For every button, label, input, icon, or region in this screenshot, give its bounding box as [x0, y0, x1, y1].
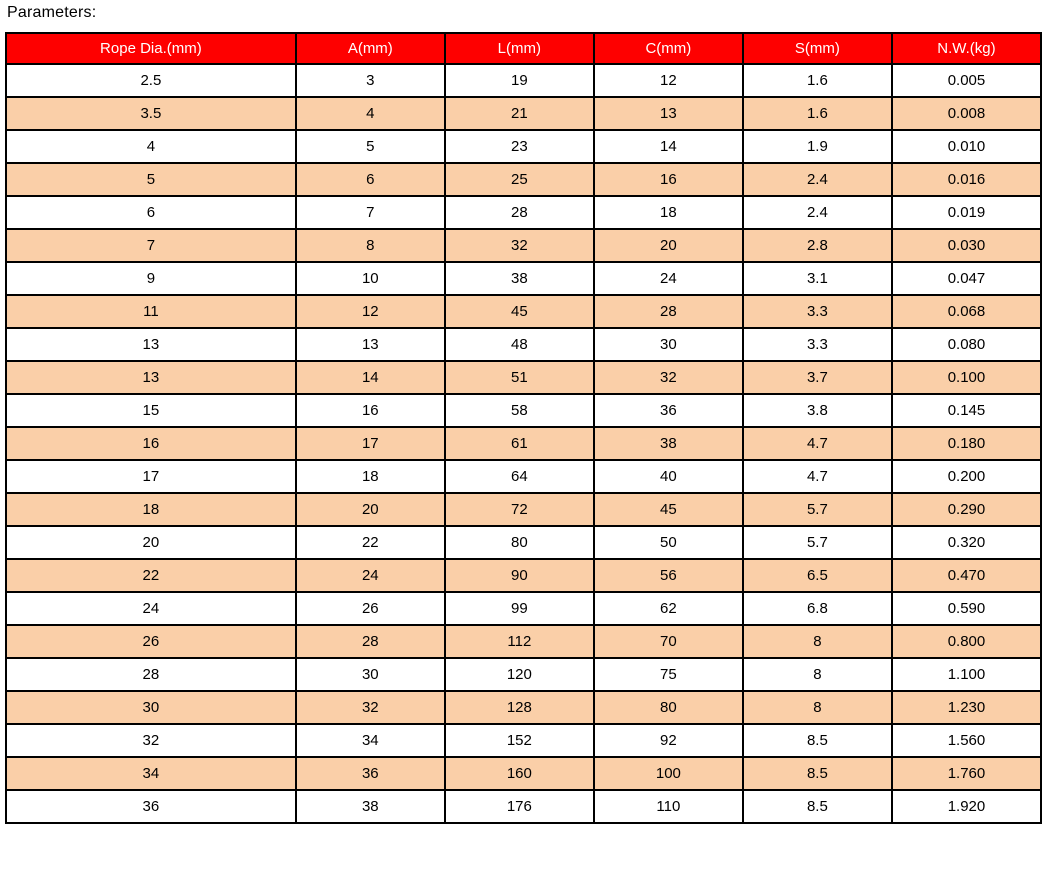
table-cell: 110 — [594, 790, 743, 823]
column-header: S(mm) — [743, 33, 892, 64]
table-cell: 24 — [296, 559, 445, 592]
table-cell: 90 — [445, 559, 594, 592]
column-header: L(mm) — [445, 33, 594, 64]
table-cell: 0.180 — [892, 427, 1041, 460]
table-row — [6, 97, 1041, 130]
table-cell: 7 — [6, 229, 296, 262]
table-cell: 3.3 — [743, 295, 892, 328]
table-cell: 13 — [6, 361, 296, 394]
table-cell: 62 — [594, 592, 743, 625]
table-row — [6, 196, 1041, 229]
table-cell: 2.4 — [743, 196, 892, 229]
table-cell: 28 — [594, 295, 743, 328]
table-cell: 45 — [445, 295, 594, 328]
table-cell: 45 — [594, 493, 743, 526]
table-cell: 12 — [594, 64, 743, 97]
table-body — [6, 64, 1041, 823]
table-cell: 13 — [296, 328, 445, 361]
table-cell: 1.230 — [892, 691, 1041, 724]
table-cell: 13 — [6, 328, 296, 361]
table-cell: 1.560 — [892, 724, 1041, 757]
table-cell: 17 — [6, 460, 296, 493]
table-cell: 8.5 — [743, 757, 892, 790]
table-row — [6, 592, 1041, 625]
table-cell: 12 — [296, 295, 445, 328]
table-row — [6, 229, 1041, 262]
table-cell: 8.5 — [743, 724, 892, 757]
table-cell: 8 — [296, 229, 445, 262]
table-row — [6, 163, 1041, 196]
table-cell: 22 — [6, 559, 296, 592]
table-cell: 32 — [594, 361, 743, 394]
table-cell: 34 — [6, 757, 296, 790]
table-cell: 0.030 — [892, 229, 1041, 262]
table-cell: 160 — [445, 757, 594, 790]
table-cell: 176 — [445, 790, 594, 823]
table-row — [6, 460, 1041, 493]
table-cell: 38 — [296, 790, 445, 823]
table-cell: 38 — [594, 427, 743, 460]
table-cell: 2.5 — [6, 64, 296, 97]
table-cell: 56 — [594, 559, 743, 592]
table-cell: 112 — [445, 625, 594, 658]
table-cell: 75 — [594, 658, 743, 691]
table-cell: 0.016 — [892, 163, 1041, 196]
table-row — [6, 328, 1041, 361]
table-row — [6, 625, 1041, 658]
table-cell: 8 — [743, 691, 892, 724]
table-cell: 22 — [296, 526, 445, 559]
table-cell: 25 — [445, 163, 594, 196]
table-cell: 4 — [296, 97, 445, 130]
table-cell: 28 — [445, 196, 594, 229]
table-cell: 1.920 — [892, 790, 1041, 823]
table-cell: 30 — [6, 691, 296, 724]
table-cell: 15 — [6, 394, 296, 427]
table-row — [6, 559, 1041, 592]
table-cell: 6.5 — [743, 559, 892, 592]
table-row — [6, 295, 1041, 328]
table-cell: 3.5 — [6, 97, 296, 130]
table-cell: 128 — [445, 691, 594, 724]
table-cell: 3 — [296, 64, 445, 97]
table-cell: 30 — [594, 328, 743, 361]
table-cell: 0.010 — [892, 130, 1041, 163]
table-cell: 20 — [6, 526, 296, 559]
table-cell: 6 — [296, 163, 445, 196]
table-cell: 0.068 — [892, 295, 1041, 328]
table-row — [6, 658, 1041, 691]
table-cell: 3.1 — [743, 262, 892, 295]
table-cell: 0.047 — [892, 262, 1041, 295]
table-cell: 5.7 — [743, 526, 892, 559]
table-cell: 50 — [594, 526, 743, 559]
table-cell: 18 — [594, 196, 743, 229]
table-cell: 0.290 — [892, 493, 1041, 526]
table-header-row — [6, 33, 1041, 64]
table-cell: 5 — [296, 130, 445, 163]
table-cell: 58 — [445, 394, 594, 427]
table-cell: 8 — [743, 625, 892, 658]
table-cell: 38 — [445, 262, 594, 295]
table-cell: 18 — [6, 493, 296, 526]
table-cell: 72 — [445, 493, 594, 526]
table-cell: 0.080 — [892, 328, 1041, 361]
table-cell: 64 — [445, 460, 594, 493]
table-row — [6, 493, 1041, 526]
column-header: C(mm) — [594, 33, 743, 64]
table-cell: 80 — [594, 691, 743, 724]
table-cell: 152 — [445, 724, 594, 757]
table-cell: 14 — [594, 130, 743, 163]
table-cell: 32 — [296, 691, 445, 724]
table-cell: 4 — [6, 130, 296, 163]
table-cell: 0.320 — [892, 526, 1041, 559]
table-row — [6, 757, 1041, 790]
table-cell: 0.145 — [892, 394, 1041, 427]
table-cell: 30 — [296, 658, 445, 691]
table-cell: 1.760 — [892, 757, 1041, 790]
table-cell: 26 — [296, 592, 445, 625]
table-row — [6, 724, 1041, 757]
table-row — [6, 427, 1041, 460]
table-cell: 61 — [445, 427, 594, 460]
page-title: Parameters: — [7, 4, 97, 21]
table-cell: 8 — [743, 658, 892, 691]
table-cell: 3.7 — [743, 361, 892, 394]
table-cell: 32 — [445, 229, 594, 262]
table-cell: 70 — [594, 625, 743, 658]
table-cell: 1.100 — [892, 658, 1041, 691]
column-header: N.W.(kg) — [892, 33, 1041, 64]
table-cell: 7 — [296, 196, 445, 229]
table-cell: 3.8 — [743, 394, 892, 427]
table-cell: 48 — [445, 328, 594, 361]
table-cell: 6 — [6, 196, 296, 229]
table-cell: 8.5 — [743, 790, 892, 823]
column-header: A(mm) — [296, 33, 445, 64]
table-cell: 24 — [6, 592, 296, 625]
table-cell: 120 — [445, 658, 594, 691]
table-cell: 1.9 — [743, 130, 892, 163]
table-cell: 20 — [296, 493, 445, 526]
table-cell: 13 — [594, 97, 743, 130]
table-cell: 2.8 — [743, 229, 892, 262]
table-cell: 3.3 — [743, 328, 892, 361]
table-cell: 34 — [296, 724, 445, 757]
table-cell: 2.4 — [743, 163, 892, 196]
table-cell: 1.6 — [743, 97, 892, 130]
table-cell: 18 — [296, 460, 445, 493]
table-cell: 4.7 — [743, 460, 892, 493]
table-cell: 9 — [6, 262, 296, 295]
table-cell: 36 — [296, 757, 445, 790]
table-cell: 1.6 — [743, 64, 892, 97]
table-cell: 80 — [445, 526, 594, 559]
table-cell: 21 — [445, 97, 594, 130]
table-row — [6, 64, 1041, 97]
table-cell: 36 — [594, 394, 743, 427]
table-cell: 17 — [296, 427, 445, 460]
table-cell: 92 — [594, 724, 743, 757]
table-cell: 24 — [594, 262, 743, 295]
table-cell: 99 — [445, 592, 594, 625]
table-cell: 14 — [296, 361, 445, 394]
table-row — [6, 394, 1041, 427]
table-cell: 0.200 — [892, 460, 1041, 493]
table-cell: 4.7 — [743, 427, 892, 460]
parameters-table — [5, 32, 1042, 824]
table-cell: 28 — [296, 625, 445, 658]
table-cell: 0.008 — [892, 97, 1041, 130]
table-row — [6, 361, 1041, 394]
table-cell: 32 — [6, 724, 296, 757]
table-row — [6, 691, 1041, 724]
table-cell: 0.590 — [892, 592, 1041, 625]
table-cell: 36 — [6, 790, 296, 823]
table-cell: 0.019 — [892, 196, 1041, 229]
table-row — [6, 526, 1041, 559]
table-cell: 0.005 — [892, 64, 1041, 97]
table-cell: 16 — [6, 427, 296, 460]
table-cell: 16 — [296, 394, 445, 427]
table-row — [6, 262, 1041, 295]
table-cell: 26 — [6, 625, 296, 658]
table-cell: 51 — [445, 361, 594, 394]
table-cell: 5.7 — [743, 493, 892, 526]
table-cell: 23 — [445, 130, 594, 163]
table-header — [6, 33, 1041, 64]
column-header: Rope Dia.(mm) — [6, 33, 296, 64]
table-cell: 28 — [6, 658, 296, 691]
table-cell: 6.8 — [743, 592, 892, 625]
table-cell: 0.470 — [892, 559, 1041, 592]
table-cell: 10 — [296, 262, 445, 295]
table-cell: 19 — [445, 64, 594, 97]
table-cell: 20 — [594, 229, 743, 262]
table-cell: 16 — [594, 163, 743, 196]
table-cell: 0.100 — [892, 361, 1041, 394]
table-row — [6, 790, 1041, 823]
table-cell: 0.800 — [892, 625, 1041, 658]
table-row — [6, 130, 1041, 163]
table-cell: 100 — [594, 757, 743, 790]
table-cell: 5 — [6, 163, 296, 196]
table-cell: 40 — [594, 460, 743, 493]
table-cell: 11 — [6, 295, 296, 328]
